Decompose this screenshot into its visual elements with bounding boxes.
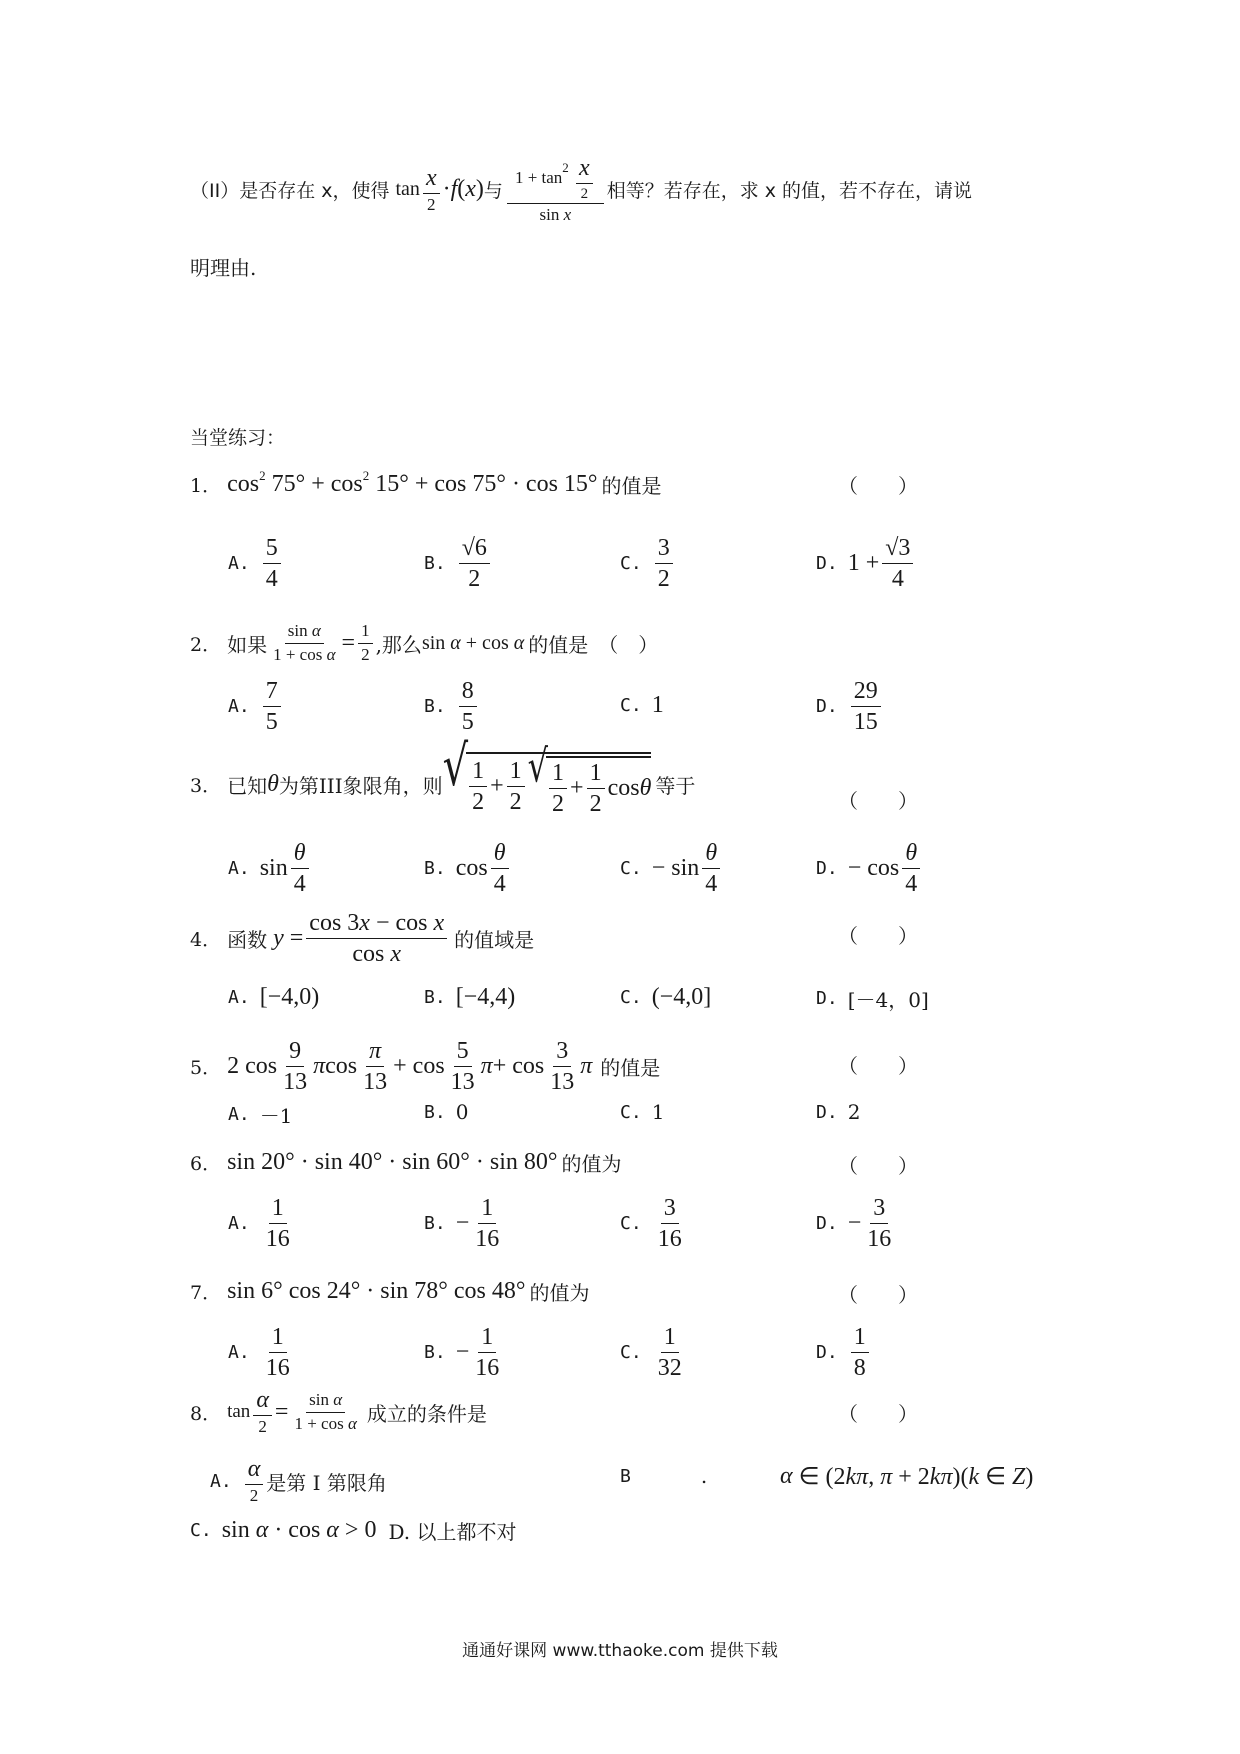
footer: 通通好课网 www.tthaoke.com 提供下载 bbox=[462, 1641, 778, 1661]
answer-blank-8: （ ） bbox=[838, 1402, 928, 1426]
answer-blank-6: （ ） bbox=[838, 1154, 928, 1178]
question-4: 4． 函数 y = $\frac{\text{cos 3x − cos x}}{\text{cos x}}$ 的值域是 bbox=[190, 910, 535, 968]
q1-option-a: A. $\frac{5}{4}$ bbox=[228, 535, 284, 593]
q5-option-b: B. 0 bbox=[424, 1100, 469, 1124]
q6-option-c: C. $\frac{3}{16}$ bbox=[620, 1195, 682, 1253]
q6-option-a: A. $\frac{1}{16}$ bbox=[228, 1195, 290, 1253]
q5-option-d: D. 2 bbox=[816, 1100, 861, 1124]
q6-option-b: B. − $\frac{1}{16}$ bbox=[424, 1195, 500, 1253]
q4-option-b: B. [−4,4) bbox=[424, 984, 516, 1010]
q5-option-c: C. 1 bbox=[620, 1100, 665, 1124]
q3-option-a: A. sin $\frac{\theta}{4}$ bbox=[228, 840, 312, 898]
q7-option-a: A. $\frac{1}{16}$ bbox=[228, 1324, 290, 1382]
section-title: 当堂练习： bbox=[190, 427, 286, 449]
part2-prefix: （II）是否存在 x，使得 bbox=[190, 180, 390, 203]
answer-blank-3: （ ） bbox=[838, 789, 928, 813]
question-7: 7． sin 6° cos 24° · sin 78° cos 48° 的值为 bbox=[190, 1278, 590, 1305]
q8-option-a: A. $\frac{\alpha}{2}$ 是第 I 第限角 bbox=[210, 1456, 387, 1506]
q6-option-d: D. − $\frac{3}{16}$ bbox=[816, 1195, 892, 1253]
q7-option-d: D. $\frac{1}{8}$ bbox=[816, 1324, 872, 1382]
q8-option-b: α ∈ (2kπ, π + 2kπ)(k ∈ Z) bbox=[780, 1463, 1034, 1490]
answer-blank-7: （ ） bbox=[838, 1283, 928, 1307]
part2-line2: 明理由. bbox=[190, 256, 257, 280]
q1-option-b: B. $\frac{√6}{2}$ bbox=[424, 535, 493, 593]
q7-option-c: C. $\frac{1}{32}$ bbox=[620, 1324, 682, 1382]
q2-option-d: D. $\frac{29}{15}$ bbox=[816, 678, 884, 736]
q5-option-a: A. －1 bbox=[228, 1104, 293, 1128]
q7-option-b: B. − $\frac{1}{16}$ bbox=[424, 1324, 500, 1382]
q2-option-b: B. $\frac{8}{5}$ bbox=[424, 678, 480, 736]
question-1: 1． $\cos^2 75^\circ + \cos^2 15^\circ + \cos 75^\circ \cdot \cos 15^\circ$ 的值是 bbox=[190, 468, 662, 498]
question-3: 3． 已知 θ 为第III象限角，则 √ $\frac{1}{2}$ + $\frac{1}{2}$ √ $\frac{1}{2}$ + $\frac{1}{2}$ cosθ 等于 bbox=[190, 734, 696, 818]
q4-option-c: C. (−4,0] bbox=[620, 984, 712, 1010]
answer-blank-1: （ ） bbox=[838, 474, 928, 498]
q4-option-a: A. [−4,0) bbox=[228, 984, 320, 1010]
question-5: 5． 2 cos $\frac{9}{13}$ π cos $\frac{\pi}{13}$ + cos $\frac{5}{13}$ π + cos $\frac{3}{13}$ π 的值是 bbox=[190, 1038, 661, 1096]
q8-option-b-label: B . bbox=[620, 1464, 708, 1488]
question-8: 8． tan $\frac{\alpha}{2}$ = $\frac{\text{sin α}}{\text{1 + cos α}}$ 成立的条件是 bbox=[190, 1387, 487, 1437]
q2-option-c: C. 1 bbox=[620, 692, 664, 718]
q1-option-c: C. $\frac{3}{2}$ bbox=[620, 535, 676, 593]
q4-option-d: D. [－4，0] bbox=[816, 988, 929, 1012]
question-2: 2． 如果 $\frac{\text{sin α}}{\text{1 + cos α}}$ = $\frac{1}{2}$ ,那么 sin α + cos α 的值是 （ ） bbox=[190, 621, 659, 664]
q1-option-d: D. 1 + $\frac{√3}{4}$ bbox=[816, 535, 916, 593]
question-6: 6． sin 20° · sin 40° · sin 60° · sin 80° 的值为 bbox=[190, 1149, 622, 1176]
answer-blank-4: （ ） bbox=[838, 924, 928, 948]
part2-line1: （II）是否存在 x，使得 tan $\frac{x}{2}$ · f ( x ) 与 $1 + \tan^2$ $\frac{x}{2}$ sin x 相等？若存在，求 x 的值，若不存在，请说 bbox=[190, 155, 973, 224]
q3-option-c: C. − sin $\frac{\theta}{4}$ bbox=[620, 840, 723, 898]
q3-option-d: D. − cos $\frac{\theta}{4}$ bbox=[816, 840, 923, 898]
q3-option-b: B. cos $\frac{\theta}{4}$ bbox=[424, 840, 512, 898]
answer-blank-5: （ ） bbox=[838, 1054, 928, 1078]
q2-option-a: A. $\frac{7}{5}$ bbox=[228, 678, 284, 736]
part2-suffix: 相等？若存在，求 x 的值，若不存在，请说 bbox=[606, 180, 973, 203]
q8-options-cd: C. sin α · cos α > 0 D. 以上都不对 bbox=[190, 1517, 517, 1544]
